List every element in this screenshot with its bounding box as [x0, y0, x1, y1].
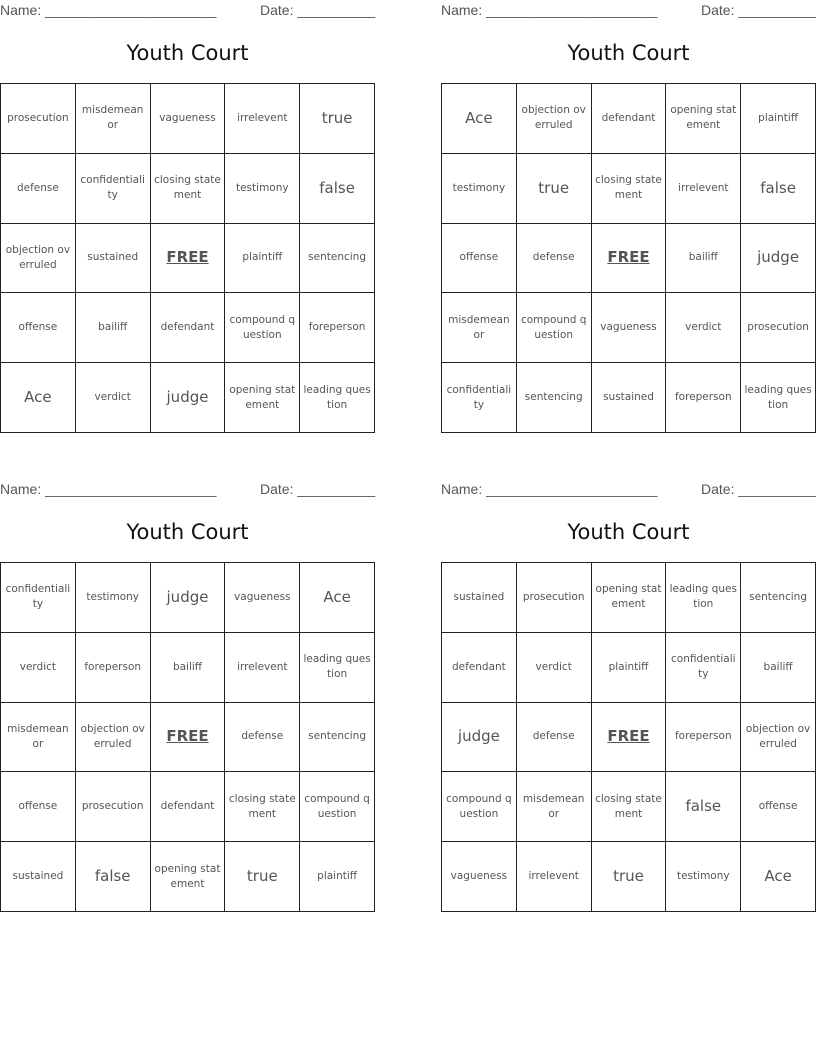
bingo-cell[interactable]: irrelevent — [225, 84, 300, 154]
card-header — [441, 479, 816, 499]
bingo-cell[interactable]: compound question — [300, 772, 375, 842]
bingo-cell[interactable]: true — [592, 842, 667, 912]
bingo-cell[interactable]: irrelevent — [666, 154, 741, 224]
bingo-cell[interactable]: prosecution — [741, 293, 816, 363]
date-field[interactable]: Date: __________ — [701, 2, 816, 18]
bingo-grid — [441, 83, 816, 433]
date-field[interactable]: Date: __________ — [260, 481, 376, 497]
bingo-cell[interactable]: opening statement — [666, 84, 741, 154]
bingo-cell[interactable]: vagueness — [442, 842, 517, 912]
bingo-cell[interactable]: foreperson — [666, 363, 741, 433]
bingo-cell[interactable]: bailiff — [666, 224, 741, 294]
bingo-cell[interactable]: plaintiff — [741, 84, 816, 154]
bingo-cell[interactable]: irrelevent — [517, 842, 592, 912]
bingo-cell[interactable]: vagueness — [151, 84, 226, 154]
bingo-cell[interactable]: judge — [151, 563, 226, 633]
bingo-cell[interactable]: judge — [741, 224, 816, 294]
bingo-cell[interactable]: compound question — [442, 772, 517, 842]
date-field[interactable]: Date: __________ — [260, 2, 376, 18]
bingo-cell[interactable]: compound question — [517, 293, 592, 363]
card-title: Youth Court — [126, 520, 249, 544]
name-field[interactable]: Name: ______________________ — [0, 2, 217, 18]
bingo-cell[interactable]: confidentiality — [666, 633, 741, 703]
card-header — [441, 0, 816, 20]
bingo-cell[interactable]: verdict — [517, 633, 592, 703]
bingo-cell[interactable]: closing statement — [225, 772, 300, 842]
date-field[interactable]: Date: __________ — [701, 481, 816, 497]
bingo-cell[interactable]: defense — [225, 703, 300, 773]
bingo-cell[interactable]: prosecution — [76, 772, 151, 842]
bingo-cell[interactable]: leading question — [741, 363, 816, 433]
bingo-cell[interactable]: offense — [1, 293, 76, 363]
bingo-cell[interactable]: false — [76, 842, 151, 912]
bingo-cell[interactable]: sustained — [76, 224, 151, 294]
free-space-cell[interactable]: FREE — [592, 703, 667, 773]
bingo-cell[interactable]: misdemeanor — [76, 84, 151, 154]
bingo-cell[interactable]: testimony — [442, 154, 517, 224]
bingo-cell[interactable]: prosecution — [1, 84, 76, 154]
bingo-cell[interactable]: Ace — [442, 84, 517, 154]
bingo-cell[interactable]: misdemeanor — [1, 703, 76, 773]
bingo-cell[interactable]: confidentiality — [1, 563, 76, 633]
bingo-cell[interactable]: irrelevent — [225, 633, 300, 703]
bingo-cell[interactable]: testimony — [225, 154, 300, 224]
bingo-cell[interactable]: objection overruled — [741, 703, 816, 773]
card-title: Youth Court — [567, 41, 690, 65]
bingo-cell[interactable]: closing statement — [151, 154, 226, 224]
bingo-cell[interactable]: judge — [442, 703, 517, 773]
bingo-cell[interactable]: Ace — [741, 842, 816, 912]
bingo-cell[interactable]: bailiff — [741, 633, 816, 703]
free-space-cell[interactable]: FREE — [151, 703, 226, 773]
bingo-cell[interactable]: leading question — [300, 363, 375, 433]
free-space-cell[interactable]: FREE — [151, 224, 226, 294]
bingo-cell[interactable]: defendant — [592, 84, 667, 154]
bingo-cell[interactable]: leading question — [300, 633, 375, 703]
bingo-cell[interactable]: sentencing — [300, 703, 375, 773]
bingo-cell[interactable]: sentencing — [741, 563, 816, 633]
bingo-cell[interactable]: plaintiff — [225, 224, 300, 294]
bingo-cell[interactable]: verdict — [76, 363, 151, 433]
bingo-cell[interactable]: judge — [151, 363, 226, 433]
card-header — [0, 0, 375, 20]
bingo-cell[interactable]: defendant — [442, 633, 517, 703]
bingo-cell[interactable]: opening statement — [592, 563, 667, 633]
bingo-cell[interactable]: true — [517, 154, 592, 224]
bingo-cell[interactable]: defense — [1, 154, 76, 224]
bingo-card-3 — [0, 479, 375, 919]
bingo-cell[interactable]: misdemeanor — [442, 293, 517, 363]
bingo-cell[interactable]: false — [741, 154, 816, 224]
bingo-cell[interactable]: sentencing — [517, 363, 592, 433]
bingo-cell[interactable]: objection overruled — [76, 703, 151, 773]
bingo-cell[interactable]: verdict — [1, 633, 76, 703]
bingo-cell[interactable]: closing statement — [592, 154, 667, 224]
bingo-cell[interactable]: sustained — [442, 563, 517, 633]
bingo-cell[interactable]: Ace — [300, 563, 375, 633]
bingo-cell[interactable]: defense — [517, 224, 592, 294]
bingo-cell[interactable]: offense — [442, 224, 517, 294]
bingo-cell[interactable]: false — [666, 772, 741, 842]
bingo-cell[interactable]: defendant — [151, 293, 226, 363]
bingo-cell[interactable]: sustained — [1, 842, 76, 912]
bingo-cell[interactable]: bailiff — [76, 293, 151, 363]
bingo-cell[interactable]: foreperson — [300, 293, 375, 363]
bingo-card-2 — [441, 0, 816, 440]
bingo-cell[interactable]: plaintiff — [592, 633, 667, 703]
bingo-cell[interactable]: foreperson — [76, 633, 151, 703]
bingo-cell[interactable]: misdemeanor — [517, 772, 592, 842]
bingo-cell[interactable]: defense — [517, 703, 592, 773]
bingo-cell[interactable]: verdict — [666, 293, 741, 363]
bingo-cell[interactable]: opening statement — [151, 842, 226, 912]
bingo-cell[interactable]: testimony — [666, 842, 741, 912]
bingo-cell[interactable]: sentencing — [300, 224, 375, 294]
name-field[interactable]: Name: ______________________ — [441, 481, 658, 497]
bingo-cell[interactable]: opening statement — [225, 363, 300, 433]
bingo-cell[interactable]: objection overruled — [1, 224, 76, 294]
bingo-cell[interactable]: vagueness — [225, 563, 300, 633]
bingo-cell[interactable]: confidentiality — [442, 363, 517, 433]
bingo-grid — [0, 83, 375, 433]
bingo-cell[interactable]: offense — [1, 772, 76, 842]
card-title: Youth Court — [126, 41, 249, 65]
bingo-cell[interactable]: closing statement — [592, 772, 667, 842]
bingo-cell[interactable]: prosecution — [517, 563, 592, 633]
bingo-card-1 — [0, 0, 375, 440]
bingo-cell[interactable]: true — [300, 84, 375, 154]
bingo-cell[interactable]: defendant — [151, 772, 226, 842]
card-title: Youth Court — [567, 520, 690, 544]
bingo-cell[interactable]: false — [300, 154, 375, 224]
bingo-grid — [0, 562, 375, 912]
bingo-cell[interactable]: objection overruled — [517, 84, 592, 154]
bingo-cell[interactable]: foreperson — [666, 703, 741, 773]
bingo-grid — [441, 562, 816, 912]
bingo-cell[interactable]: bailiff — [151, 633, 226, 703]
free-space-cell[interactable]: FREE — [592, 224, 667, 294]
bingo-cell[interactable]: testimony — [76, 563, 151, 633]
bingo-card-4 — [441, 479, 816, 919]
bingo-cell[interactable]: plaintiff — [300, 842, 375, 912]
bingo-cell[interactable]: Ace — [1, 363, 76, 433]
bingo-cell[interactable]: leading question — [666, 563, 741, 633]
bingo-cell[interactable]: compound question — [225, 293, 300, 363]
name-field[interactable]: Name: ______________________ — [441, 2, 658, 18]
bingo-cell[interactable]: confidentiality — [76, 154, 151, 224]
bingo-cell[interactable]: true — [225, 842, 300, 912]
name-field[interactable]: Name: ______________________ — [0, 481, 217, 497]
bingo-cell[interactable]: offense — [741, 772, 816, 842]
card-header — [0, 479, 375, 499]
bingo-cell[interactable]: sustained — [592, 363, 667, 433]
bingo-cell[interactable]: vagueness — [592, 293, 667, 363]
